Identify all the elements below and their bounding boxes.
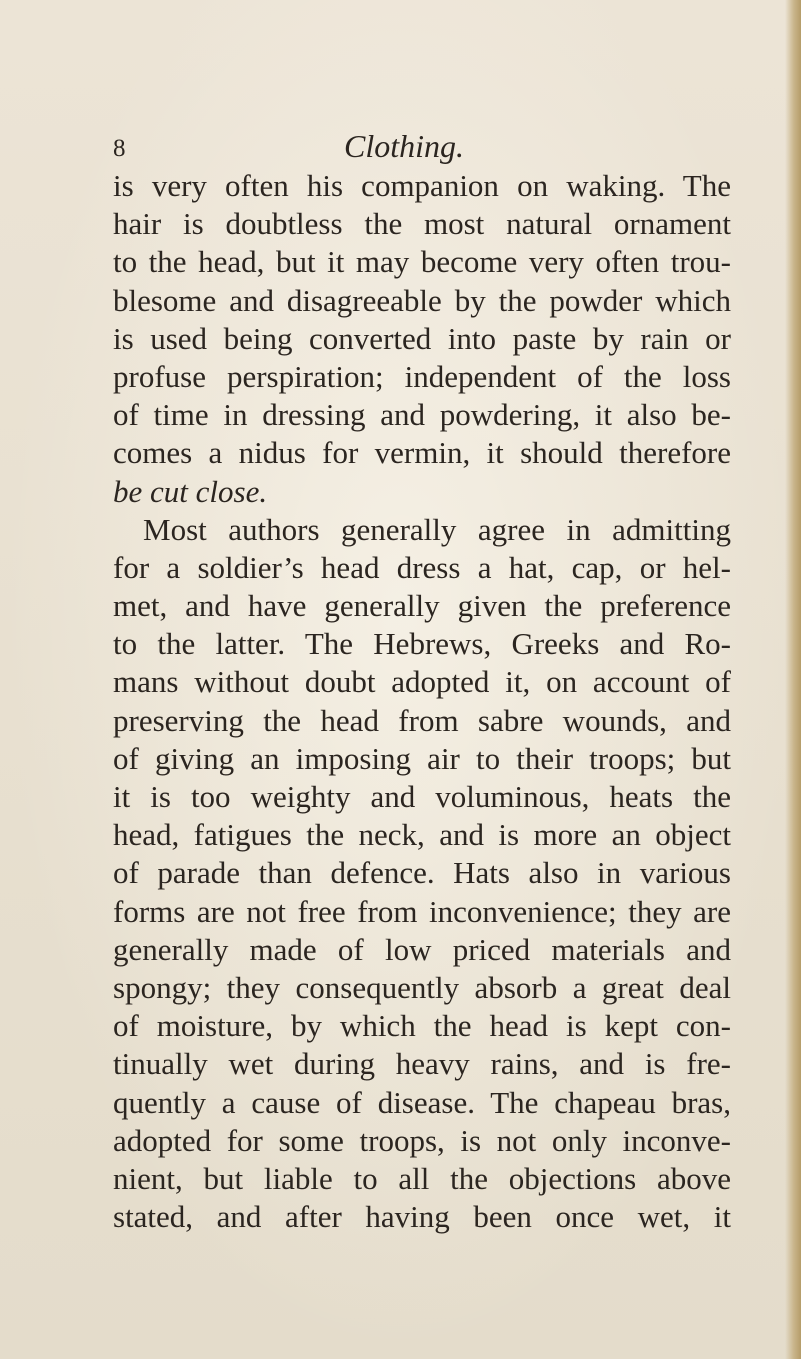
text-line: hair is doubtless the most natural ornament	[113, 206, 731, 242]
page-number: 8	[113, 135, 126, 162]
text-line: to the head, but it may become very often trou-	[113, 244, 731, 280]
text-line: to the latter. The Hebrews, Greeks and Ro-	[113, 626, 731, 662]
text-line: tinually wet during heavy rains, and is fre-	[113, 1046, 731, 1082]
paragraph-start-line: Most authors generally agree in admitting	[143, 511, 731, 547]
text-line: for a soldier’s head dress a hat, cap, or hel-	[113, 549, 731, 585]
text-line: stated, and after having been once wet, it	[113, 1199, 731, 1235]
text-line: profuse perspiration; independent of the loss	[113, 358, 731, 394]
text-line: is used being converted into paste by rain or	[113, 320, 731, 356]
text-line: met, and have generally given the preference	[113, 588, 731, 624]
text-line: blesome and disagreeable by the powder which	[113, 282, 731, 318]
text-line: head, fatigues the neck, and is more an object	[113, 817, 731, 853]
text-line: of parade than defence. Hats also in various	[113, 855, 731, 891]
text-line: mans without doubt adopted it, on account of	[113, 664, 731, 700]
text-line: quently a cause of disease. The chapeau bras,	[113, 1084, 731, 1120]
text-line: preserving the head from sabre wounds, and	[113, 702, 731, 738]
text-line: of giving an imposing air to their troops; but	[113, 740, 731, 776]
text-line-italic: be cut close.	[113, 473, 268, 509]
text-line: generally made of low priced materials and	[113, 931, 731, 967]
text-line: adopted for some troops, is not only inconve-	[113, 1122, 731, 1158]
page-edge-shadow	[785, 0, 801, 1359]
text-line: of time in dressing and powdering, it also be-	[113, 397, 731, 433]
text-line: forms are not free from inconvenience; they are	[113, 893, 731, 929]
page-header	[0, 128, 801, 172]
text-line: is very often his companion on waking. The	[113, 168, 731, 203]
text-line: nient, but liable to all the objections above	[113, 1160, 731, 1196]
text-line: comes a nidus for vermin, it should therefore	[113, 435, 731, 471]
text-line: it is too weighty and voluminous, heats the	[113, 779, 731, 814]
text-line: spongy; they consequently absorb a great deal	[113, 969, 731, 1005]
body-text	[113, 167, 731, 1236]
text-line: of moisture, by which the head is kept con-	[113, 1008, 731, 1044]
running-head: Clothing.	[344, 128, 465, 164]
